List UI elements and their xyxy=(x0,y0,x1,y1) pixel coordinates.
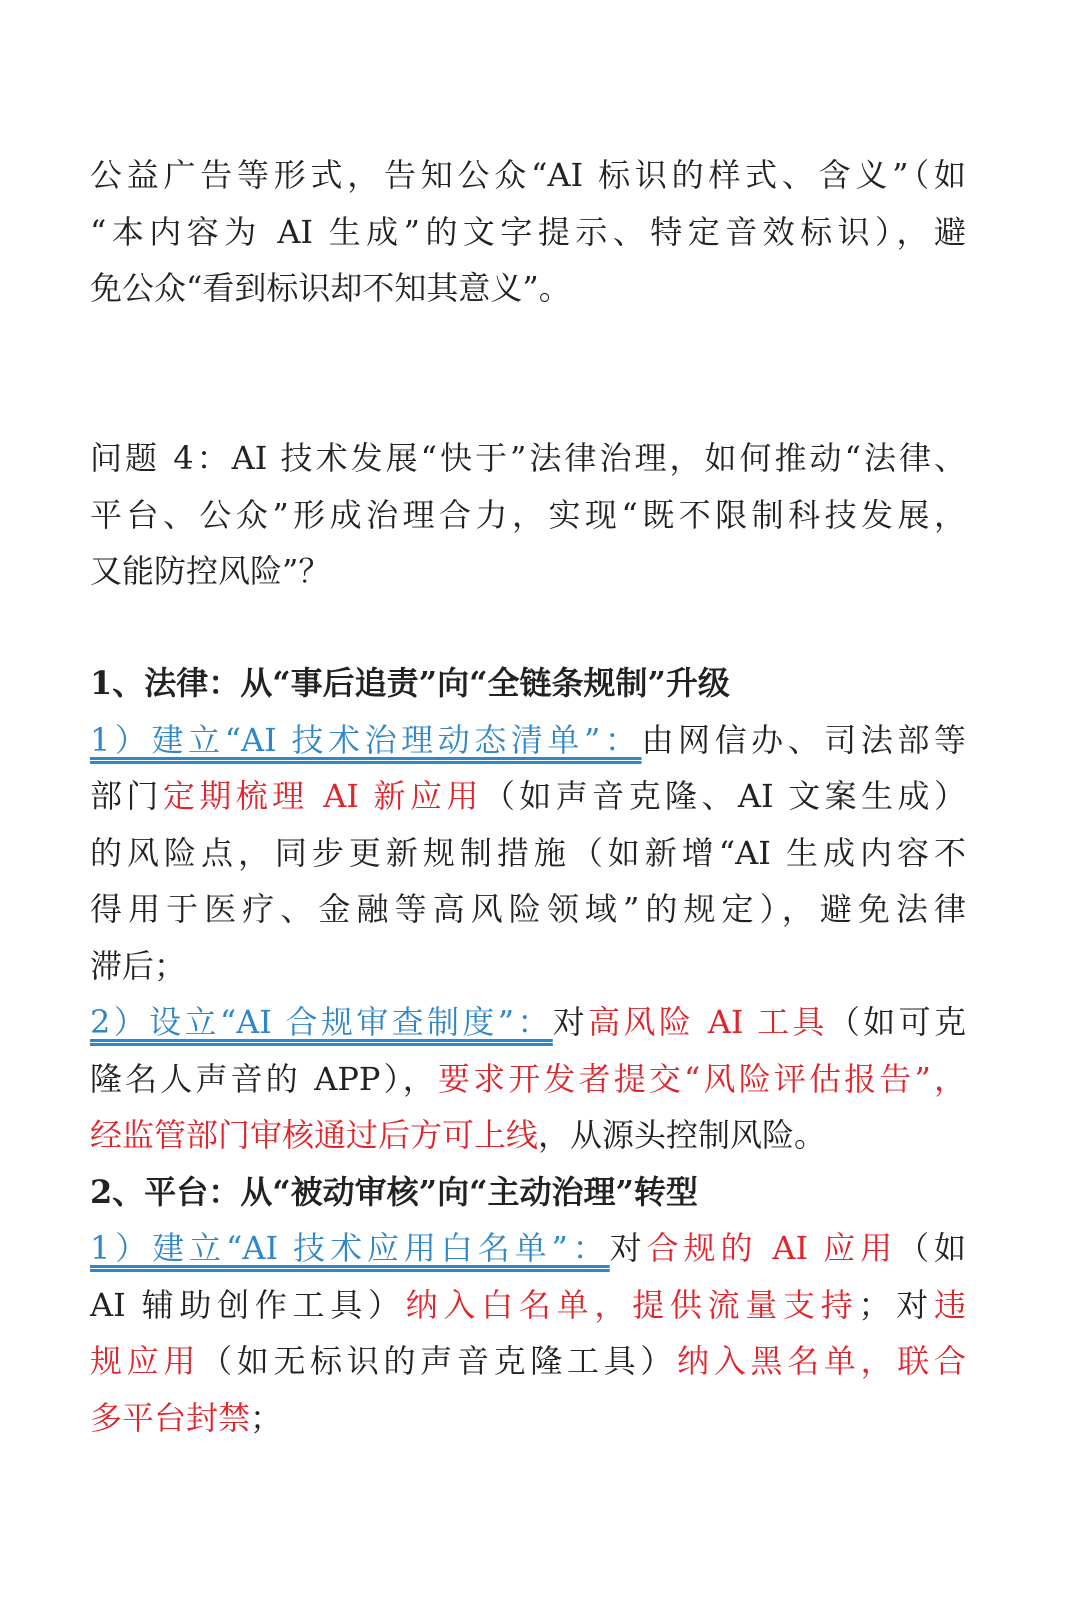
highlighted-text: 要求开发者提交“风险评估报告”， xyxy=(437,1059,966,1098)
text-line xyxy=(90,147,966,204)
text-line xyxy=(90,994,966,1051)
body-text: 得用于医疗、金融等高风险领域”的规定），避免法律 xyxy=(90,890,966,928)
link-text[interactable]: 1）建立“AI 技术治理动态清单”： xyxy=(90,720,642,759)
body-text: 又能防控风险”？ xyxy=(90,552,331,590)
body-text: （如无标识的声音克隆工具） xyxy=(200,1342,678,1380)
text-line xyxy=(90,712,966,769)
paragraph-public-awareness xyxy=(90,147,966,317)
body-text: 隆名人声音的 APP）， xyxy=(90,1059,438,1098)
body-text: “本内容为 AI 生成”的文字提示、特定音效标识），避 xyxy=(90,212,966,251)
body-text: 公益广告等形式，告知公众“AI 标识的样式、含义”（如 xyxy=(90,156,966,194)
highlighted-text: 合规的 AI 应用 xyxy=(646,1229,898,1267)
text-line xyxy=(90,1220,966,1277)
body-text: 免公众“看到标识却不知其意义”。 xyxy=(90,269,571,307)
text-line xyxy=(90,768,966,825)
body-text: 对 xyxy=(609,1229,647,1267)
text-line xyxy=(90,1051,966,1108)
text-line xyxy=(90,1390,966,1447)
text-line xyxy=(90,1107,966,1164)
text-line xyxy=(90,543,966,600)
text-line xyxy=(90,938,966,995)
highlighted-text: 纳入黑名单，联合 xyxy=(677,1342,966,1380)
body-text: 对 xyxy=(552,1003,589,1041)
text-line xyxy=(90,1333,966,1390)
body-text: ，从源头控制风险。 xyxy=(538,1116,827,1154)
body-text: （如可克 xyxy=(827,1003,966,1041)
highlighted-text: 规应用 xyxy=(90,1342,201,1380)
body-text: （如 xyxy=(897,1229,966,1267)
body-text: ； xyxy=(250,1398,283,1437)
highlighted-text: 违 xyxy=(933,1285,966,1324)
highlighted-text: 经监管部门审核通过后方可上线 xyxy=(90,1116,539,1154)
text-line xyxy=(90,260,966,317)
text-line xyxy=(90,825,966,882)
text-line xyxy=(90,204,966,261)
body-text: （如声音克隆、AI 文案生成） xyxy=(482,777,966,815)
highlighted-text: 定期梳理 AI 新应用 xyxy=(162,777,483,815)
question-4 xyxy=(90,430,966,600)
section-heading xyxy=(90,655,966,712)
body-text: 2、平台：从“被动审核”向“主动治理”转型 xyxy=(90,1172,698,1211)
body-text: 由网信办、司法部等 xyxy=(641,720,966,759)
text-line xyxy=(90,1277,966,1334)
body-text: 的风险点，同步更新规制措施（如新增“AI 生成内容不 xyxy=(90,833,966,872)
text-line xyxy=(90,487,966,544)
body-text: 平台、公众”形成治理合力，实现“既不限制科技发展， xyxy=(90,495,966,534)
highlighted-text: 高风险 AI 工具 xyxy=(588,1003,828,1041)
link-text[interactable]: 1）建立“AI 技术应用白名单”： xyxy=(90,1229,610,1267)
text-line xyxy=(90,430,966,487)
body-text: 部门 xyxy=(90,777,163,815)
highlighted-text: 纳入白名单，提供流量支持 xyxy=(405,1285,859,1324)
link-text[interactable]: 2）设立“AI 合规审查制度”： xyxy=(90,1003,553,1041)
body-text: 滞后； xyxy=(90,946,187,985)
body-text: ；对 xyxy=(858,1285,934,1324)
section-law-block xyxy=(90,655,966,1446)
text-line xyxy=(90,881,966,938)
body-text: 1、法律：从“事后追责”向“全链条规制”升级 xyxy=(90,664,730,702)
body-text: 问题 4：AI 技术发展“快于”法律治理，如何推动“法律、 xyxy=(90,439,966,477)
body-text: AI 辅助创作工具） xyxy=(90,1285,406,1324)
highlighted-text: 多平台封禁 xyxy=(90,1398,251,1437)
section-heading xyxy=(90,1164,966,1221)
